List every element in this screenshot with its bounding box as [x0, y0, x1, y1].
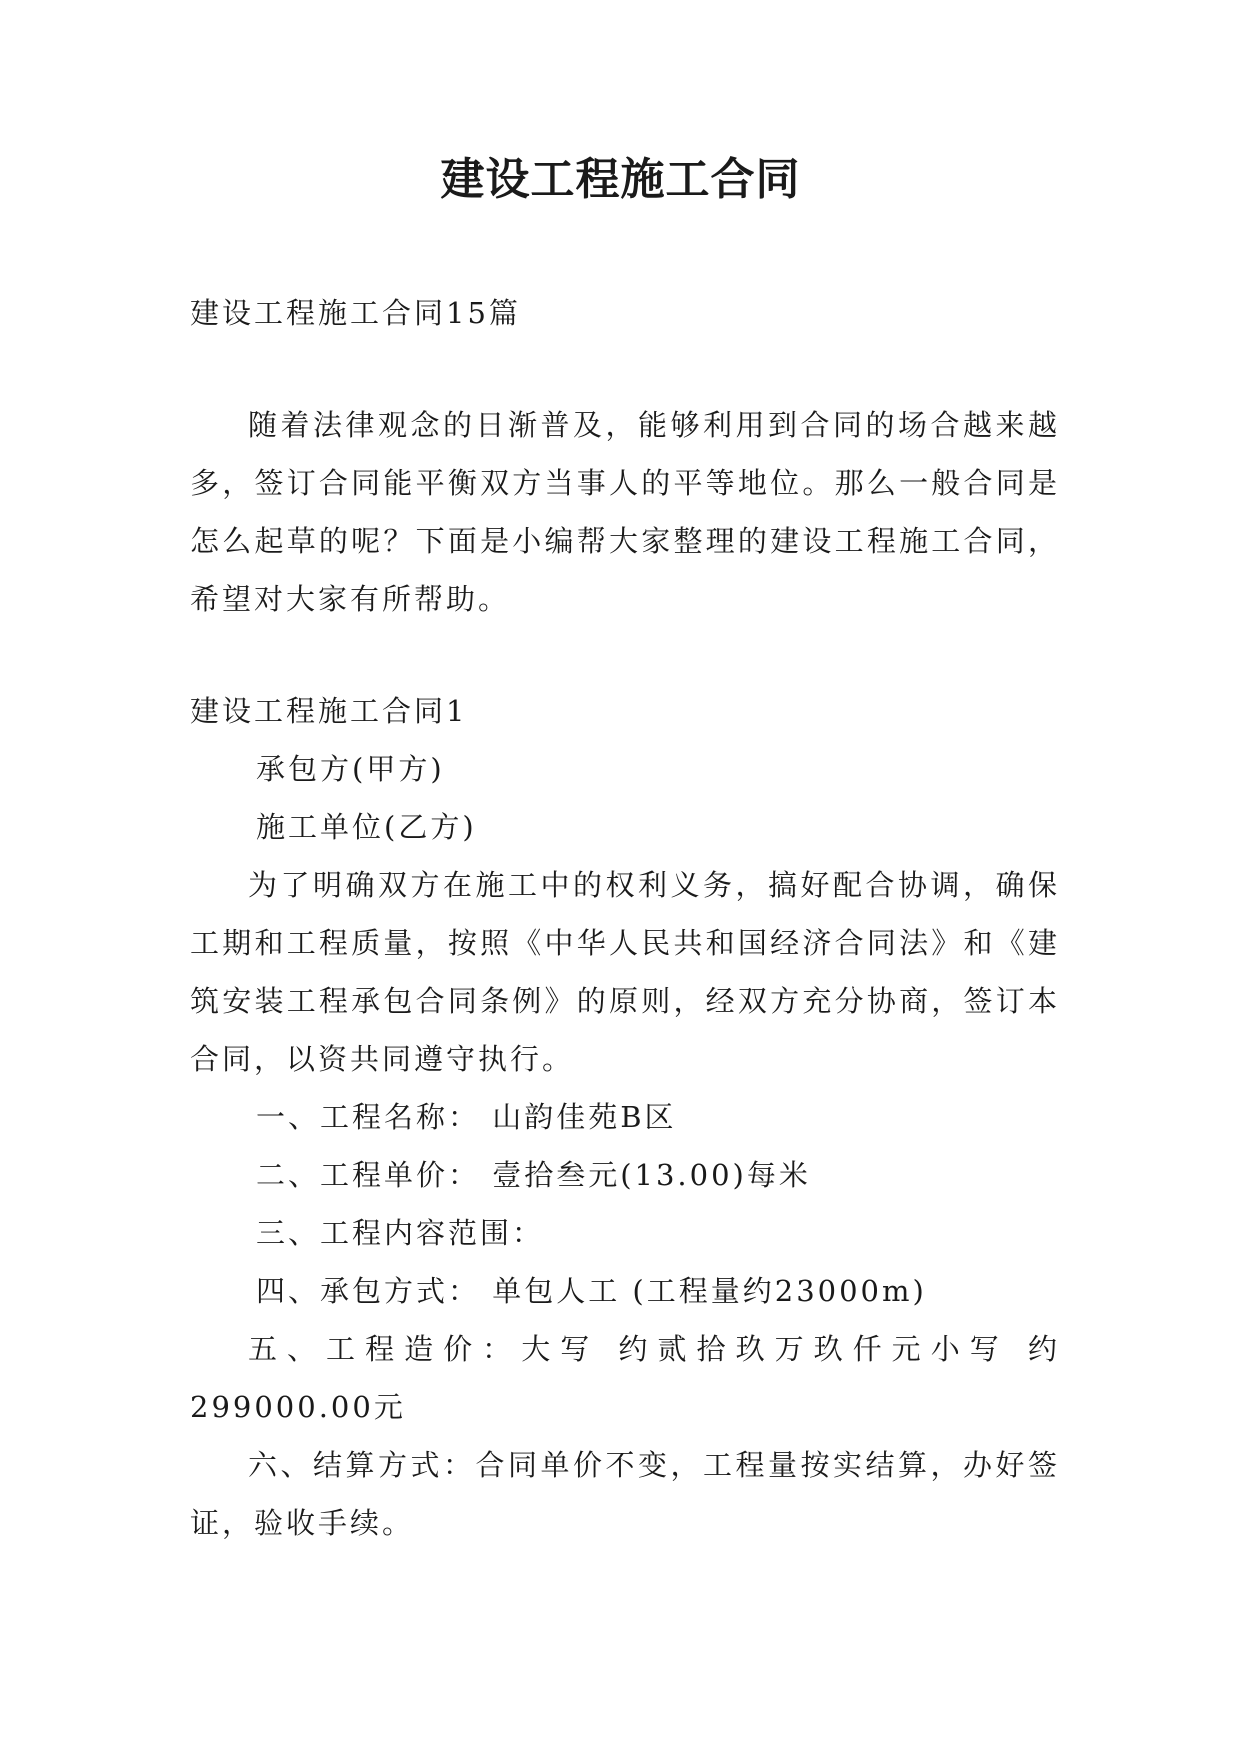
clause-contract-method: 四、承包方式： 单包人工 (工程量约23000m) [256, 1274, 927, 1308]
section-heading: 建设工程施工合同1 [190, 694, 468, 728]
spacer [190, 342, 1060, 396]
party-b-line: 施工单位(乙方) [256, 810, 477, 844]
document-title: 建设工程施工合同 [440, 154, 801, 205]
document-body [190, 284, 1060, 1552]
clause-project-cost: 五、工程造价：大写 约贰拾玖万玖仟元小写 约299000.00元 [190, 1332, 1060, 1424]
document-subtitle: 建设工程施工合同15篇 [190, 296, 521, 330]
clause-scope: 三、工程内容范围： [256, 1216, 545, 1250]
party-a-line: 承包方(甲方) [256, 752, 445, 786]
intro-paragraph: 随着法律观念的日渐普及，能够利用到合同的场合越来越多，签订合同能平衡双方当事人的平等地位。那么一般合同是怎么起草的呢？下面是小编帮大家整理的建设工程施工合同，希望对大家有所帮助。 [190, 408, 1060, 616]
clause-unit-price: 二、工程单价： 壹拾叁元(13.00)每米 [256, 1158, 811, 1192]
clause-settlement: 六、结算方式：合同单价不变，工程量按实结算，办好签证，验收手续。 [190, 1448, 1060, 1540]
purpose-paragraph: 为了明确双方在施工中的权利义务，搞好配合协调，确保工期和工程质量，按照《中华人民共和国经济合同法》和《建筑安装工程承包合同条例》的原则，经双方充分协商，签订本合同，以资共同遵守执行。 [190, 868, 1060, 1076]
spacer [190, 628, 1060, 682]
clause-project-name: 一、工程名称： 山韵佳苑B区 [256, 1100, 677, 1134]
